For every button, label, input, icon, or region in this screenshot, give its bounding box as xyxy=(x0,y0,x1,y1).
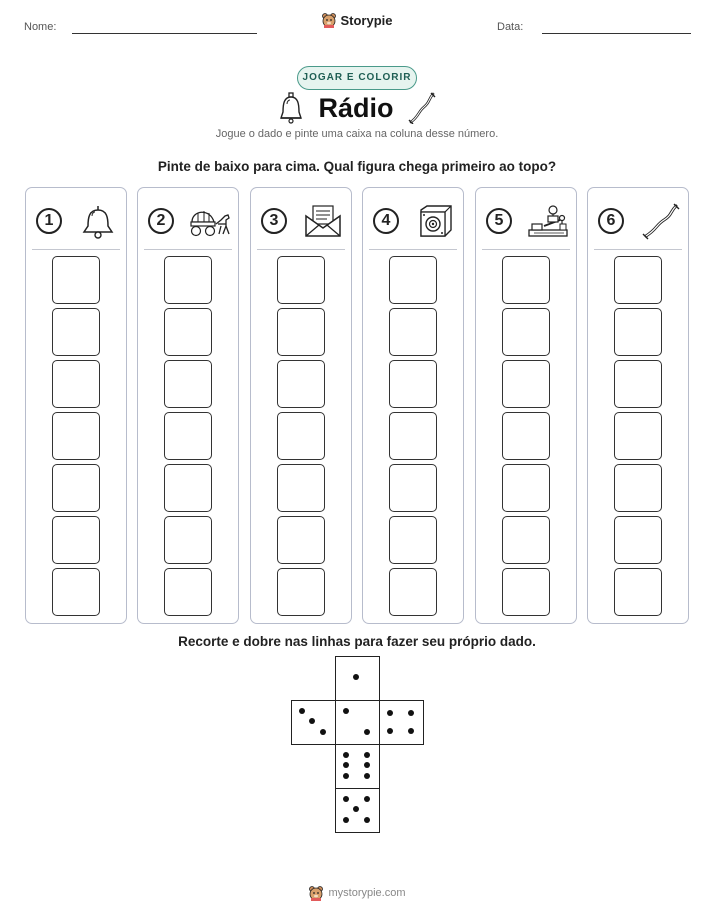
die-pip xyxy=(353,806,359,812)
bear-mascot-icon xyxy=(321,12,337,28)
color-box[interactable] xyxy=(502,516,550,564)
die-pip xyxy=(343,817,349,823)
column-5 xyxy=(475,187,577,624)
color-box[interactable] xyxy=(277,256,325,304)
question-text: Pinte de baixo para cima. Qual figura chega primeiro ao topo? xyxy=(157,159,557,174)
die-pip xyxy=(343,752,349,758)
color-box[interactable] xyxy=(389,568,437,616)
die-pip xyxy=(343,796,349,802)
color-box[interactable] xyxy=(164,412,212,460)
column-number: 4 xyxy=(373,208,399,234)
color-box[interactable] xyxy=(277,360,325,408)
die-pip xyxy=(320,729,326,735)
color-box[interactable] xyxy=(164,568,212,616)
die-pip xyxy=(364,773,370,779)
color-box[interactable] xyxy=(502,256,550,304)
die-pip xyxy=(364,729,370,735)
column-3 xyxy=(250,187,352,624)
color-box[interactable] xyxy=(502,308,550,356)
column-divider xyxy=(482,249,570,250)
date-label: Data: xyxy=(497,21,524,33)
color-box[interactable] xyxy=(164,464,212,512)
color-box[interactable] xyxy=(52,464,100,512)
die-pip xyxy=(387,728,393,734)
color-box[interactable] xyxy=(52,308,100,356)
color-box[interactable] xyxy=(52,412,100,460)
color-box[interactable] xyxy=(389,360,437,408)
die-face-3 xyxy=(291,700,336,745)
color-box[interactable] xyxy=(389,256,437,304)
column-4 xyxy=(362,187,464,624)
column-number: 1 xyxy=(36,208,62,234)
color-box[interactable] xyxy=(389,308,437,356)
color-box[interactable] xyxy=(502,412,550,460)
antenna-wire-icon xyxy=(638,202,682,240)
die-pip xyxy=(353,674,359,680)
color-box[interactable] xyxy=(277,464,325,512)
footer-url[interactable]: mystorypie.com xyxy=(328,887,406,899)
die-pip xyxy=(299,708,305,714)
color-box[interactable] xyxy=(502,568,550,616)
cutout-instruction: Recorte e dobre nas linhas para fazer seu próprio dado. xyxy=(178,634,536,649)
color-box[interactable] xyxy=(52,256,100,304)
covered-wagon-icon xyxy=(188,202,232,240)
color-box[interactable] xyxy=(614,308,662,356)
die-face-5 xyxy=(335,788,380,833)
color-box[interactable] xyxy=(164,256,212,304)
color-box[interactable] xyxy=(52,360,100,408)
column-6 xyxy=(587,187,689,624)
die-pip xyxy=(387,710,393,716)
radio-tube-icon xyxy=(278,92,304,124)
title-row xyxy=(0,90,714,126)
die-pip xyxy=(343,762,349,768)
footer xyxy=(0,885,714,906)
die-face-2 xyxy=(335,700,380,745)
color-box[interactable] xyxy=(277,308,325,356)
color-box[interactable] xyxy=(389,516,437,564)
column-divider xyxy=(594,249,682,250)
antenna-wire-icon xyxy=(408,92,436,124)
color-box[interactable] xyxy=(277,568,325,616)
color-box[interactable] xyxy=(164,360,212,408)
die-face-4 xyxy=(379,700,424,745)
column-divider xyxy=(369,249,457,250)
die-pip xyxy=(364,752,370,758)
die-pip xyxy=(408,710,414,716)
brand-logo xyxy=(0,12,714,33)
die-pip xyxy=(364,817,370,823)
color-box[interactable] xyxy=(389,464,437,512)
color-box[interactable] xyxy=(389,412,437,460)
column-divider xyxy=(144,249,232,250)
column-number: 2 xyxy=(148,208,174,234)
color-box[interactable] xyxy=(614,516,662,564)
bear-mascot-icon xyxy=(308,885,324,901)
color-box[interactable] xyxy=(502,464,550,512)
column-divider xyxy=(32,249,120,250)
color-box[interactable] xyxy=(614,412,662,460)
die-pip xyxy=(364,762,370,768)
name-label: Nome: xyxy=(24,21,57,33)
column-divider xyxy=(257,249,345,250)
column-number: 6 xyxy=(598,208,624,234)
color-box[interactable] xyxy=(614,360,662,408)
die-pip xyxy=(309,718,315,724)
radio-speaker-icon xyxy=(413,202,457,240)
bell-icon xyxy=(76,202,120,240)
die-pip xyxy=(343,708,349,714)
color-box[interactable] xyxy=(614,568,662,616)
color-box[interactable] xyxy=(614,256,662,304)
color-box[interactable] xyxy=(502,360,550,408)
column-2 xyxy=(137,187,239,624)
die-face-1 xyxy=(335,656,380,701)
die-pip xyxy=(343,773,349,779)
column-1 xyxy=(25,187,127,624)
envelope-icon xyxy=(301,202,345,240)
color-box[interactable] xyxy=(277,412,325,460)
color-box[interactable] xyxy=(164,308,212,356)
die-pip xyxy=(408,728,414,734)
color-box[interactable] xyxy=(52,516,100,564)
die-pip xyxy=(364,796,370,802)
telegraph-key-icon xyxy=(526,202,570,240)
column-number: 5 xyxy=(486,208,512,234)
category-tag: JOGAR E COLORIR xyxy=(297,66,417,90)
color-box[interactable] xyxy=(52,568,100,616)
name-line[interactable] xyxy=(72,33,257,34)
page-title: Rádio xyxy=(318,92,394,123)
date-line[interactable] xyxy=(542,33,691,34)
die-face-6 xyxy=(335,744,380,789)
color-box[interactable] xyxy=(164,516,212,564)
brand-name: Storypie xyxy=(340,12,393,28)
color-box[interactable] xyxy=(614,464,662,512)
column-number: 3 xyxy=(261,208,287,234)
instruction-text: Jogue o dado e pinte uma caixa na coluna desse número. xyxy=(215,128,499,140)
color-box[interactable] xyxy=(277,516,325,564)
